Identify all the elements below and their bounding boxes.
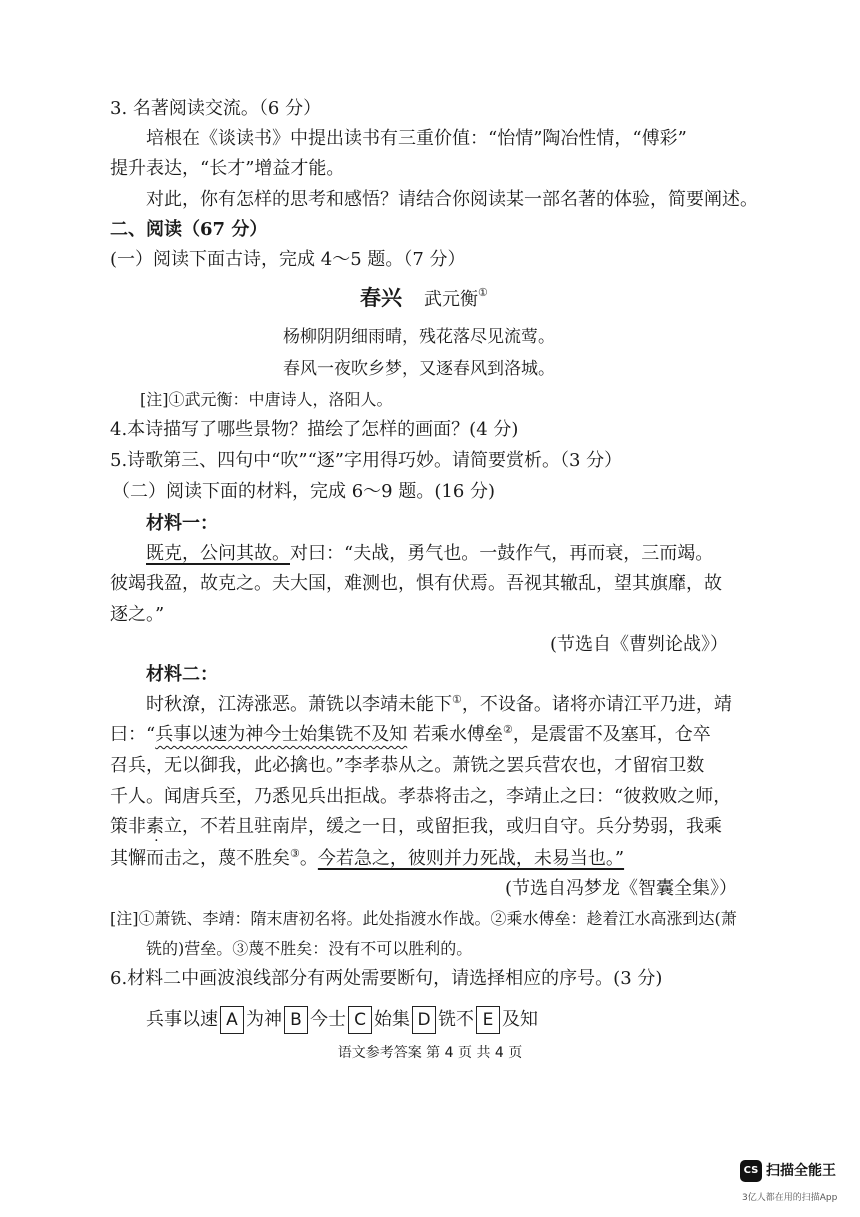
material-2-line-2-pre: 曰：“ bbox=[110, 724, 156, 745]
segment-5: 铣不 bbox=[438, 1009, 474, 1030]
material-2-line-1 bbox=[146, 693, 732, 717]
material-2-line-2 bbox=[110, 723, 711, 747]
poem-title: 春兴 bbox=[360, 285, 402, 310]
scanner-app-name: 扫描全能王 bbox=[766, 1163, 836, 1179]
material-2-note-2: 铣的)营垒。③蔑不胜矣：没有不可以胜利的。 bbox=[146, 939, 473, 958]
question-4: 4.本诗描写了哪些景物？描绘了怎样的画面？(4 分) bbox=[110, 419, 519, 440]
question-6: 6.材料二中画波浪线部分有两处需要断句，请选择相应的序号。(3 分) bbox=[110, 968, 663, 989]
material-2-line-2-rest: ，是震雷不及塞耳，仓卒 bbox=[512, 724, 711, 745]
segment-4: 始集 bbox=[374, 1009, 410, 1030]
footnote-mark-2: ② bbox=[502, 723, 513, 736]
question-3-title: 3. 名著阅读交流。（6 分） bbox=[110, 98, 322, 119]
material-2-line-6-a: 其懈而击之，蔑不胜矣 bbox=[110, 848, 290, 869]
material-1-line-2: 彼竭我盈，故克之。夫大国，难测也，惧有伏焉。吾视其辙乱，望其旗靡，故 bbox=[110, 573, 722, 594]
material-2-line-6 bbox=[110, 847, 624, 871]
material-1-line-1 bbox=[146, 542, 713, 566]
material-2-line-5-a: 策非 bbox=[110, 816, 146, 837]
material-1-line-1-rest: 对曰：“夫战，勇气也。一鼓作气，再而衰，三而竭。 bbox=[290, 543, 714, 564]
poem-note: [注]①武元衡：中唐诗人，洛阳人。 bbox=[140, 390, 393, 409]
material-2-line-5 bbox=[110, 815, 722, 839]
material-1-source: (节选自《曹刿论战》） bbox=[550, 634, 729, 655]
material-2-source: (节选自冯梦龙《智囊全集》） bbox=[505, 878, 738, 899]
scanner-logo-icon: CS bbox=[740, 1160, 762, 1182]
section-2-heading: 二、阅读（67 分） bbox=[110, 219, 268, 240]
material-1-underlined-sentence: 既克，公问其故。 bbox=[146, 543, 290, 564]
material-2-line-1-a: 时秋潦，江涛涨恶。萧铣以李靖未能下 bbox=[146, 694, 452, 715]
material-1-label: 材料一： bbox=[146, 513, 218, 534]
material-2-underlined-sentence: 今若急之，彼则并力死战，未易当也。” bbox=[317, 848, 625, 869]
question-6-options bbox=[146, 1005, 538, 1035]
dotted-character: 素 bbox=[146, 816, 164, 837]
wavy-underlined-passage: 兵事以速为神今士始集铣不及知 bbox=[155, 724, 408, 745]
part-1-heading: (一）阅读下面古诗，完成 4～5 题。（7 分） bbox=[110, 249, 466, 270]
material-2-line-2-post: 若乘水傅垒 bbox=[407, 724, 503, 745]
question-3-paragraph-2: 对此，你有怎样的思考和感悟？请结合你阅读某一部名著的体验，简要阐述。 bbox=[146, 189, 758, 210]
footnote-mark-3: ③ bbox=[290, 847, 300, 860]
option-box-d[interactable]: D bbox=[412, 1006, 436, 1034]
option-box-e[interactable]: E bbox=[476, 1006, 500, 1034]
material-2-line-4: 千人。闻唐兵至，乃悉见兵出拒战。孝恭将击之，李靖止之曰：“彼救败之师， bbox=[110, 786, 732, 807]
material-2-note-1: [注]①萧铣、李靖：隋末唐初名将。此处指渡水作战。②乘水傅垒：趁着江水高涨到达(萧 bbox=[110, 909, 737, 928]
poem-title-line bbox=[360, 286, 488, 312]
poem-author-note-mark: ① bbox=[478, 286, 488, 299]
segment-3: 今士 bbox=[310, 1009, 346, 1030]
segment-1: 兵事以速 bbox=[146, 1009, 218, 1030]
question-3-paragraph-1: 培根在《谈读书》中提出读书有三重价值：“怡情”陶冶性情，“傅彩” bbox=[146, 128, 687, 149]
part-2-heading: （二）阅读下面的材料，完成 6～9 题。(16 分) bbox=[112, 481, 496, 502]
option-box-a[interactable]: A bbox=[220, 1006, 244, 1034]
material-2-line-5-b: 立，不若且驻南岸，缓之一日，或留拒我，或归自守。兵分势弱，我乘 bbox=[164, 816, 722, 837]
scanner-tagline: 3亿人都在用的扫描App bbox=[742, 1193, 838, 1203]
poem-author: 武元衡 bbox=[424, 289, 478, 310]
material-2-line-3: 召兵，无以御我，此必擒也。”李孝恭从之。萧铣之罢兵营农也，才留宿卫数 bbox=[110, 755, 705, 776]
option-box-c[interactable]: C bbox=[348, 1006, 372, 1034]
question-3-paragraph-1-cont: 提升表达，“长才”增益才能。 bbox=[110, 158, 345, 179]
material-2-line-1-b: ，不设备。诸将亦请江平乃进，靖 bbox=[461, 694, 732, 715]
material-2-line-6-b: 。 bbox=[299, 848, 318, 869]
segment-6: 及知 bbox=[502, 1009, 538, 1030]
option-box-b[interactable]: B bbox=[284, 1006, 308, 1034]
page-footer: 语文参考答案 第 4 页 共 4 页 bbox=[337, 1045, 523, 1061]
segment-2: 为神 bbox=[246, 1009, 282, 1030]
question-5: 5.诗歌第三、四句中“吹”“逐”字用得巧妙。请简要赏析。（3 分） bbox=[110, 450, 623, 471]
footnote-mark-1: ① bbox=[452, 693, 462, 706]
poem-line-1: 杨柳阴阴细雨晴，残花落尽见流莺。 bbox=[283, 327, 555, 347]
material-2-label: 材料二： bbox=[146, 664, 218, 685]
material-1-line-3: 逐之。” bbox=[110, 604, 165, 625]
poem-line-2: 春风一夜吹乡梦，又逐春风到洛城。 bbox=[283, 359, 555, 379]
